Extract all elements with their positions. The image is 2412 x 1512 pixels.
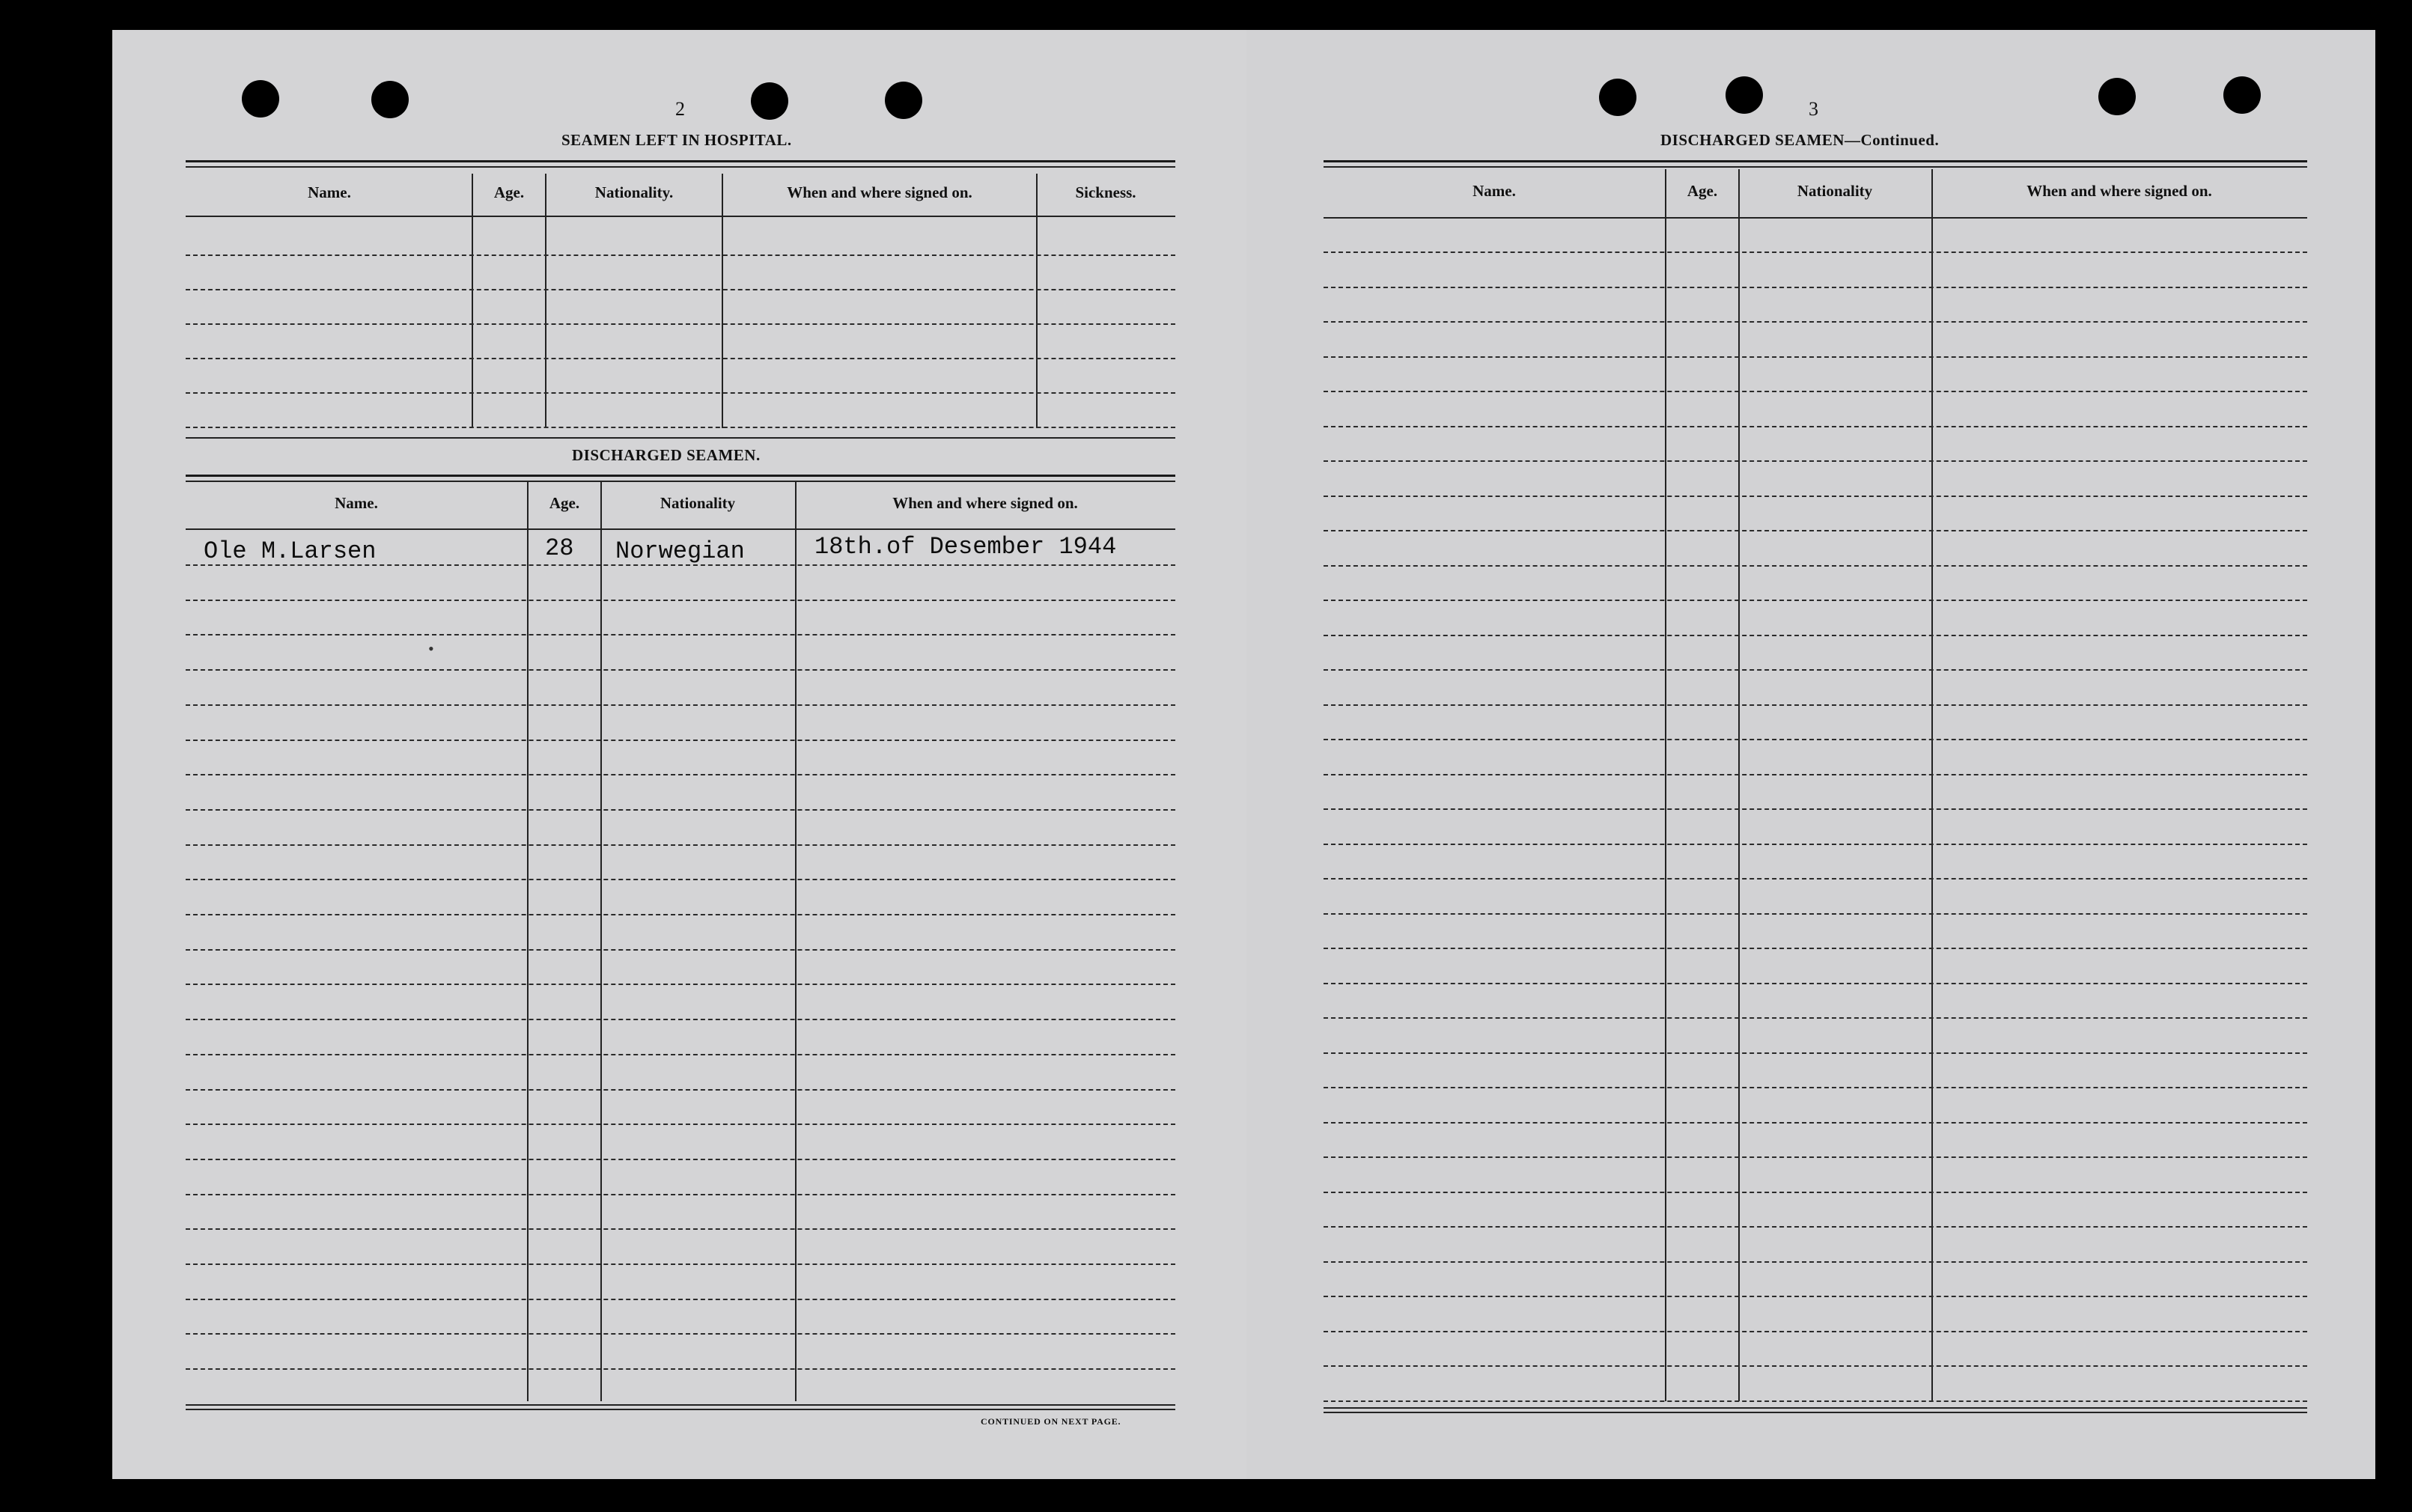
discharged-header-age: Age. — [549, 494, 580, 512]
row-line — [186, 1263, 1175, 1265]
discharged-table-bottom-rule — [186, 1409, 1175, 1410]
row-line — [1324, 1226, 2307, 1228]
discharged-header-rule — [186, 528, 1175, 530]
hospital-table-top-rule — [186, 160, 1175, 162]
row-line — [186, 949, 1175, 951]
row-line — [1324, 1052, 2307, 1054]
right-header-nationality: Nationality — [1797, 182, 1873, 200]
row-line — [1324, 1017, 2307, 1019]
row-line — [186, 634, 1175, 635]
hospital-row-line — [186, 254, 1175, 256]
row-line — [1324, 287, 2307, 288]
row-line — [186, 879, 1175, 880]
row-line — [1324, 426, 2307, 427]
punch-hole-icon — [1599, 79, 1636, 116]
discharged-header-name: Name. — [335, 494, 378, 512]
row-line — [1324, 356, 2307, 358]
right-column-divider — [1931, 169, 1933, 1401]
ink-speck: • — [428, 639, 434, 658]
punch-hole-icon — [2223, 76, 2261, 114]
hospital-column-divider — [472, 174, 473, 428]
row-line — [1324, 460, 2307, 462]
row-line — [1324, 844, 2307, 845]
row-line — [1324, 530, 2307, 531]
discharged-row-name: Ole M.Larsen — [204, 537, 377, 565]
discharged-table-top-rule — [186, 481, 1175, 482]
row-line — [1324, 252, 2307, 253]
row-line — [186, 844, 1175, 846]
row-line — [1324, 669, 2307, 671]
right-header-rule — [1324, 217, 2307, 219]
row-line — [1324, 739, 2307, 740]
row-line — [1324, 878, 2307, 880]
right-table-top-rule — [1324, 166, 2307, 168]
hospital-header-sickness: Sickness. — [1075, 183, 1136, 201]
row-line — [1324, 1331, 2307, 1332]
row-line — [1324, 1261, 2307, 1263]
row-line — [186, 1333, 1175, 1335]
hospital-header-age: Age. — [493, 183, 525, 201]
row-line — [1324, 321, 2307, 323]
row-line — [1324, 808, 2307, 810]
row-line — [1324, 983, 2307, 984]
row-line — [1324, 913, 2307, 915]
right-header-signed-on: When and where signed on. — [2026, 182, 2212, 200]
row-line — [1324, 774, 2307, 775]
right-header-name: Name. — [1473, 182, 1516, 200]
row-line — [186, 914, 1175, 915]
row-line — [1324, 635, 2307, 636]
punch-hole-icon — [242, 80, 279, 118]
row-line — [1324, 600, 2307, 601]
row-line — [186, 669, 1175, 671]
hospital-header-name: Name. — [308, 183, 351, 201]
hospital-column-divider — [545, 174, 546, 428]
row-line — [186, 809, 1175, 811]
discharged-row-age: 28 — [545, 534, 574, 562]
row-line — [1324, 704, 2307, 706]
row-line — [1324, 391, 2307, 392]
row-line — [1324, 1087, 2307, 1088]
row-line — [186, 600, 1175, 601]
continued-footer: CONTINUED ON NEXT PAGE. — [981, 1416, 1121, 1427]
hospital-row-line — [186, 289, 1175, 290]
row-line — [1324, 1365, 2307, 1367]
row-line — [1324, 1192, 2307, 1193]
right-table-bottom-rule — [1324, 1412, 2307, 1413]
punch-hole-icon — [885, 82, 922, 119]
row-line — [1324, 1400, 2307, 1402]
hospital-row-line — [186, 358, 1175, 359]
punch-hole-icon — [751, 82, 788, 120]
hospital-row-line — [186, 427, 1175, 428]
row-line — [186, 1299, 1175, 1300]
right-table-bottom-rule — [1324, 1407, 2307, 1409]
row-line — [186, 774, 1175, 775]
discharged-header-signed-on: When and where signed on. — [892, 494, 1078, 512]
hospital-header-signed-on: When and where signed on. — [787, 183, 972, 201]
page-number-right: 3 — [1809, 98, 1818, 120]
right-header-age: Age. — [1687, 182, 1718, 200]
row-line — [1324, 565, 2307, 567]
punch-hole-icon — [2098, 78, 2136, 115]
right-column-divider — [1665, 169, 1666, 1401]
hospital-header-nationality: Nationality. — [594, 183, 674, 201]
discharged-row-signed-on: 18th.of Desember 1944 — [814, 533, 1117, 561]
right-table-top-rule — [1324, 160, 2307, 162]
hospital-header-rule — [186, 216, 1175, 217]
hospital-column-divider — [722, 174, 723, 428]
hospital-section-title: SEAMEN LEFT IN HOSPITAL. — [561, 131, 792, 149]
row-line — [1324, 1296, 2307, 1297]
punch-hole-icon — [371, 81, 409, 118]
row-line — [186, 564, 1175, 566]
row-line — [186, 740, 1175, 741]
row-line — [186, 1124, 1175, 1125]
hospital-row-line — [186, 392, 1175, 394]
row-line — [186, 1054, 1175, 1055]
row-line — [186, 984, 1175, 985]
right-column-divider — [1738, 169, 1740, 1401]
row-line — [186, 1194, 1175, 1195]
row-line — [186, 704, 1175, 706]
row-line — [186, 1159, 1175, 1160]
row-line — [186, 1228, 1175, 1230]
page-number-left: 2 — [675, 98, 685, 120]
hospital-table-top-rule — [186, 166, 1175, 168]
discharged-continued-title: DISCHARGED SEAMEN—Continued. — [1660, 131, 1940, 149]
left-page — [112, 30, 1250, 1479]
row-line — [1324, 1156, 2307, 1158]
hospital-table-bottom-rule — [186, 437, 1175, 439]
discharged-row-nationality: Norwegian — [615, 537, 745, 565]
hospital-column-divider — [1036, 174, 1038, 428]
discharged-table-top-rule — [186, 475, 1175, 477]
row-line — [186, 1368, 1175, 1370]
hospital-row-line — [186, 323, 1175, 325]
discharged-section-title: DISCHARGED SEAMEN. — [572, 446, 761, 464]
row-line — [186, 1019, 1175, 1020]
discharged-header-nationality: Nationality — [660, 494, 736, 512]
row-line — [1324, 496, 2307, 497]
row-line — [1324, 948, 2307, 949]
discharged-table-bottom-rule — [186, 1404, 1175, 1406]
punch-hole-icon — [1726, 76, 1763, 114]
row-line — [186, 1089, 1175, 1091]
row-line — [1324, 1122, 2307, 1124]
